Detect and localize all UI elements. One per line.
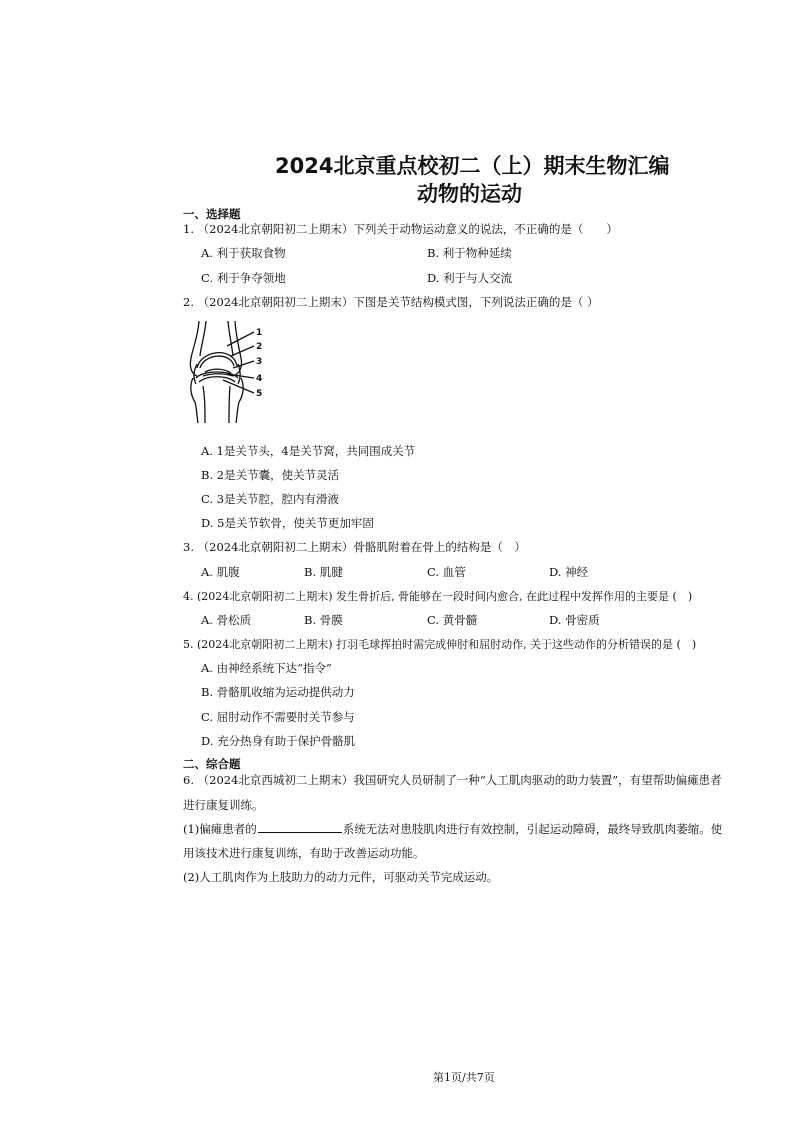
question-4-option-b: B. 骨膜 [304,613,343,627]
joint-structure-diagram [183,318,273,426]
page-footer: 第1页/共7页 [433,1071,495,1084]
question-3-option-d: D. 神经 [549,565,589,579]
section-choice-heading: 一、选择题 [183,207,241,221]
question-3-option-a: A. 肌腹 [201,565,240,579]
question-4-option-a: A. 骨松质 [201,613,252,627]
question-6-part-1-line-2: 用该技术进行康复训练，有助于改善运动功能。 [183,846,425,860]
question-5-stem: 5. (2024北京朝阳初二上期末) 打羽毛球挥拍时需完成伸肘和屈肘动作, 关于这些动作的分析错误的是 ( ) [183,638,697,651]
question-6-stem-line-2: 进行康复训练。 [183,798,264,812]
part-1-text-after-blank: 系统无法对患肢肌肉进行有效控制，引起运动障碍，最终导致肌肉萎缩。使 [342,822,723,836]
question-5-option-d: D. 充分热身有助于保护骨骼肌 [201,734,356,748]
question-4-option-d: D. 骨密质 [549,613,600,627]
question-3-option-c: C. 血管 [427,565,466,579]
question-1-stem: 1. （2024北京朝阳初二上期末）下列关于动物运动意义的说法，不正确的是（ ） [183,222,618,236]
question-5-option-a: A. 由神经系统下达“指令” [201,661,332,675]
question-3-option-b: B. 肌腱 [304,565,343,579]
page-title: 2024北京重点校初二（上）期末生物汇编 [275,154,670,178]
figure-label-2: 2 [256,342,263,352]
question-2-option-c: C. 3是关节腔，腔内有滑液 [201,492,340,506]
question-1-option-b: B. 利于物种延续 [427,246,512,260]
question-2-option-a: A. 1是关节头，4是关节窝，共同围成关节 [201,444,416,458]
question-5-option-c: C. 屈肘动作不需要肘关节参与 [201,710,355,724]
section-comprehensive-heading: 二、综合题 [183,757,241,771]
question-6-stem-line-1: 6. （2024北京西城初二上期末）我国研究人员研制了一种“人工肌肉驱动的助力装置”，有望帮助偏瘫患者 [183,773,722,787]
question-2-stem: 2. （2024北京朝阳初二上期末）下图是关节结构模式图，下列说法正确的是（ ） [183,295,599,309]
question-1-option-c: C. 利于争夺领地 [201,271,286,285]
question-1-option-d: D. 利于与人交流 [427,271,513,285]
answer-blank[interactable] [258,821,342,833]
question-2-option-b: B. 2是关节囊，使关节灵活 [201,468,340,482]
question-2-option-d: D. 5是关节软骨，使关节更加牢固 [201,516,374,530]
question-4-option-c: C. 黄骨髓 [427,613,478,627]
page-subtitle: 动物的运动 [417,182,522,206]
question-1-option-a: A. 利于获取食物 [201,246,286,260]
question-5-option-b: B. 骨骼肌收缩为运动提供动力 [201,685,355,699]
question-6-part-2: (2)人工肌肉作为上肢助力的动力元件，可驱动关节完成运动。 [183,870,499,884]
question-4-stem: 4. (2024北京朝阳初二上期末) 发生骨折后, 骨能够在一段时间内愈合, 在此过程中发挥作用的主要是 ( ) [183,590,693,603]
question-6-part-1-line-1 [183,821,722,837]
figure-label-5: 5 [256,389,263,399]
part-1-text-before-blank: (1)偏瘫患者的 [183,822,257,836]
question-3-stem: 3. （2024北京朝阳初二上期末）骨骼肌附着在骨上的结构是（ ） [183,540,526,554]
figure-label-3: 3 [256,357,263,367]
figure-label-1: 1 [256,328,263,338]
figure-label-4: 4 [256,374,263,384]
